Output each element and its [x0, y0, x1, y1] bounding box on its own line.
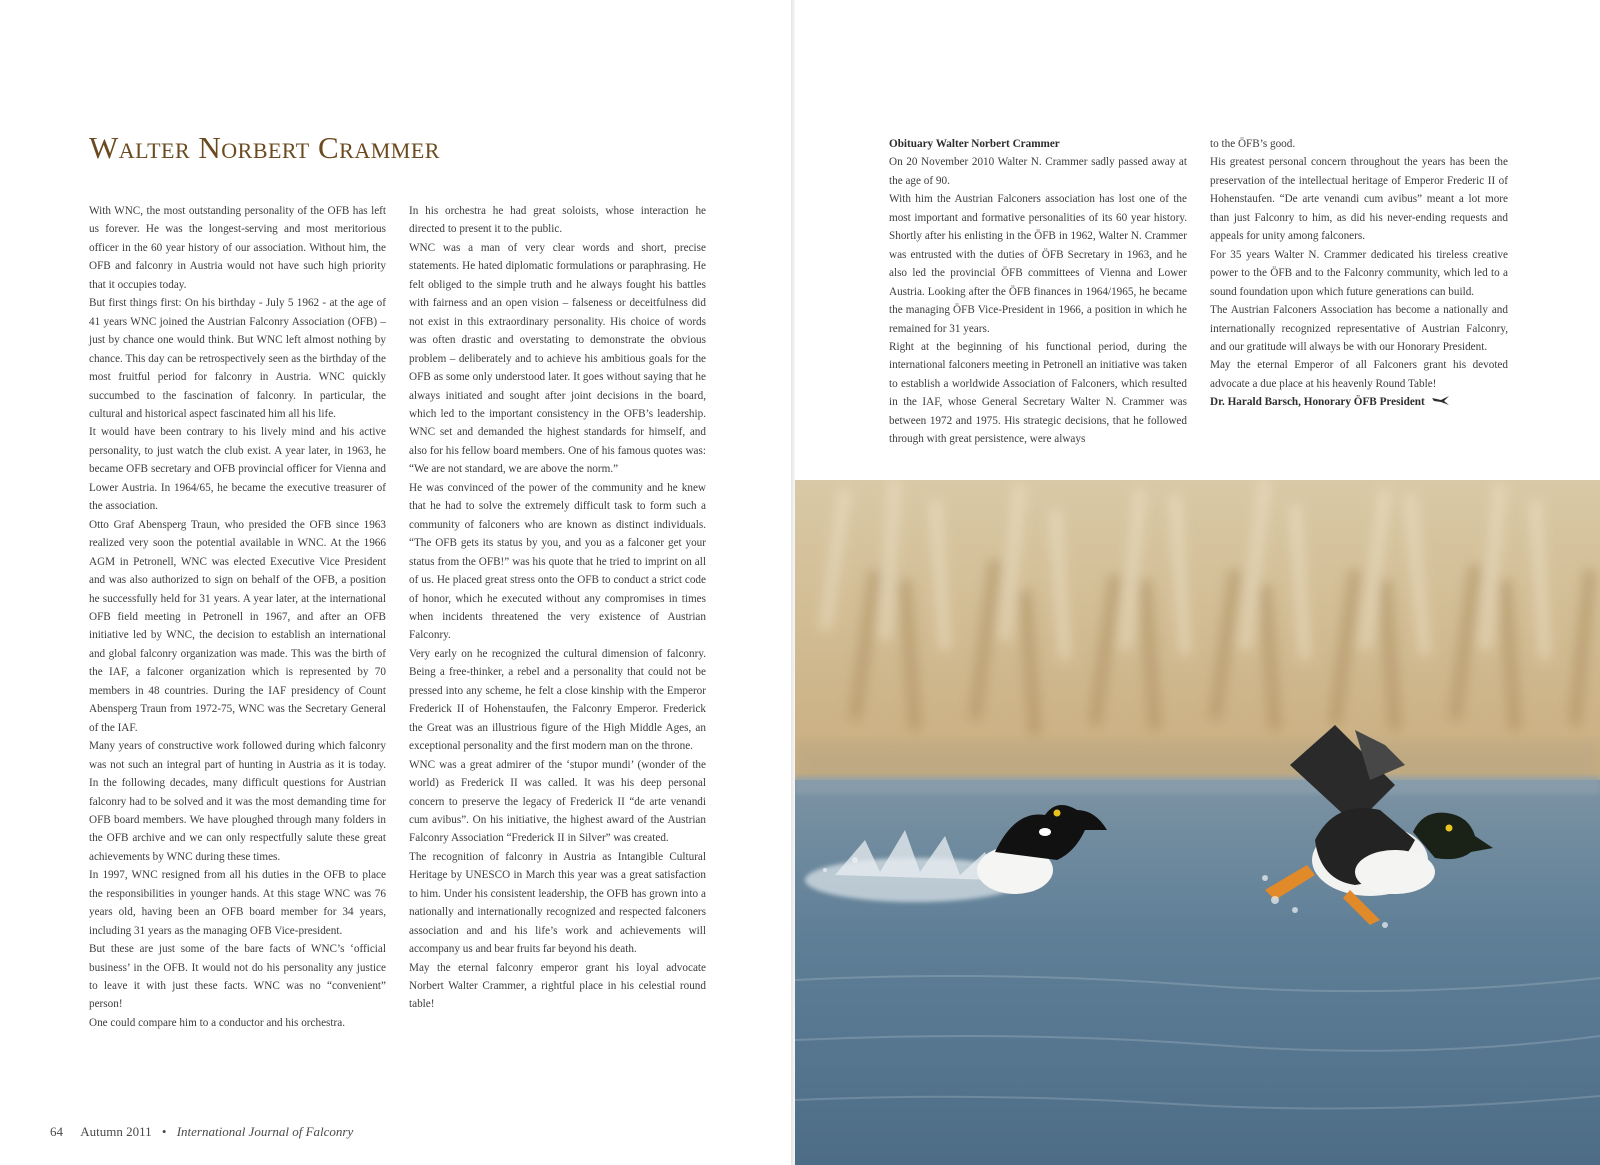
paragraph: With him the Austrian Falconers association has lost one of the most important and formative personalities of its 60 year history. Shortly after his enlisting in the ÖFB in 1962, Walter N. Crammer was entrusted with the duties of ÖFB Secretary in 1963, and he also led the provincial ÖFB committees of Vienna and Lower Austria. Looking after the ÖFB finances in 1964/1965, he became the managing ÖFB Vice-President in 1966, a position in which he remained for 31 years.: [889, 193, 1187, 335]
paragraph: The recognition of falconry in Austria as Intangible Cultural Heritage by UNESCO in March this year was a great satisfaction to him. Under his consistent leadership, the OFB has grown into a nationally and internationally recognized and respected falconers association and and his life’s work and achievements will accompany us and bear fruits far beyond his death.: [409, 850, 706, 956]
paragraph: WNC was a man of very clear words and short, precise statements. He hated diplomatic formulations or paraphrasing. He felt obliged to the simple truth and he always fought his battles with fairness and an open vision – falseness or deceitfulness did not exist in this extraordinary personality. His choice of words was often drastic and overstating to demonstrate the obvious problem – deliberately and to achieve his ambitious goals for the OFB as some only understood later. It goes without saying that he always initiated and sought after joint decisions in the board, which led to the important consistency in the OFB’s leadership. WNC set and demanded the highest standards for himself, and also for his fellow board members. One of his famous quotes was: “We are not standard, we are above the norm.”: [409, 241, 706, 476]
paragraph: His greatest personal concern throughout the years has been the preservation of the intellectual heritage of Emperor Frederic II of Hohenstaufen. “De arte venandi cum avibus” meant a lot more than just Falconry to him, as did his never-ending requests and appeals for unity among falconers.: [1210, 156, 1508, 243]
paragraph: On 20 November 2010 Walter N. Crammer sadly passed away at the age of 90.: [889, 156, 1187, 187]
goldeneye-ducks-photo: [795, 480, 1600, 1165]
paragraph: May the eternal falconry emperor grant his loyal advocate Norbert Walter Crammer, a rightful place in his celestial round table!: [409, 961, 706, 1011]
issue-date: Autumn 2011: [80, 1124, 152, 1139]
page-number: 64: [50, 1124, 63, 1139]
page-footer: [50, 1124, 353, 1140]
paragraph: Very early on he recognized the cultural dimension of falconry. Being a free-thinker, a rebel and a personality that could not be pressed into any scheme, he felt a close kinship with the Emperor Frederick II of Hohenstaufen, the Falconry Emperor. Frederick the Great was an illustrious figure of the High Middle Ages, an exceptional personality and the first modern man on the throne.: [409, 647, 706, 753]
article-column-2: [409, 202, 706, 1014]
signature-line: [1210, 393, 1508, 412]
obituary-column-1: [889, 135, 1187, 449]
paragraph: For 35 years Walter N. Crammer dedicated his tireless creative power to the ÖFB and to the Falconry community, which led to a sound foundation upon which future generations can build.: [1210, 248, 1508, 298]
article-title: Walter Norbert Crammer: [89, 130, 440, 165]
falcon-icon: [1432, 394, 1450, 412]
paragraph: It would have been contrary to his lively mind and his active personality, to just watch the club exist. A year later, in 1963, he became OFB secretary and OFB provincial officer for Vienna and Lower Austria. In 1964/65, he became the executive treasurer of the association.: [89, 426, 386, 513]
paragraph: In 1997, WNC resigned from all his duties in the OFB to place the responsibilities in younger hands. At this stage WNC was 76 years old, having been an OFB board member for 34 years, including 31 years as the managing OFB Vice-president.: [89, 869, 386, 937]
paragraph: But first things first: On his birthday - July 5 1962 - at the age of 41 years WNC joined the Austrian Falconry Association (OFB) – just by chance one would think. But WNC left almost nothing by chance. This day can be retrospectively seen as the birthday of the most fruitful period for falconry in Austria. WNC quickly succumbed to the fascination of falconry. In particular, the cultural and historical aspect fascinated him all his life.: [89, 297, 386, 420]
paragraph: May the eternal Emperor of all Falconers grant his devoted advocate a due place at his heavenly Round Table!: [1210, 359, 1508, 390]
paragraph: He was convinced of the power of the community and he knew that he had to solve the extremely difficult task to form such a community of falconers who are known as distinct individuals. “The OFB gets its status by you, and you as a falconer get your status from the OFB!” was his quote that he tried to imprint on all of us. He placed great stress onto the OFB to conduct a strict code of honor, which he executed without any compromises in times when incidents threatened the very existence of Austrian Falconry.: [409, 481, 706, 642]
article-column-1: [89, 202, 386, 1032]
paragraph: Right at the beginning of his functional period, during the international falconers meeting in Petronell an initiative was taken to establish a worldwide Association of Falconers, which resulted in the IAF, whose General Secretary Walter N. Crammer was between 1972 and 1975. His strategic decisions, that he followed through with great persistence, were always: [889, 340, 1187, 446]
paragraph: Many years of constructive work followed during which falconry was not such an integral part of hunting in Austria as it is today. In the following decades, many difficult questions for Austrian falconry had to be solved and it was the most demanding time for OFB board members. We have ploughed through many folders in the OFB archive and we can only respectfully salute these great achievements by WNC during these times.: [89, 740, 386, 863]
signature-text: Dr. Harald Barsch, Honorary ÖFB President: [1210, 396, 1425, 409]
paragraph: With WNC, the most outstanding personality of the OFB has left us forever. He was the longest-serving and most meritorious officer in the 60 year history of our association. Without him, the OFB and falconry in Austria would not have such high priority that it occupies today.: [89, 205, 386, 291]
journal-name: International Journal of Falconry: [176, 1124, 354, 1139]
paragraph: In his orchestra he had great soloists, whose interaction he directed to present it to the public.: [409, 205, 706, 236]
paragraph: But these are just some of the bare facts of WNC’s ‘official business’ in the OFB. It would not do his personality any justice to leave it with just these facts. WNC was no “convenient” person!: [89, 943, 386, 1011]
paragraph: Otto Graf Abensperg Traun, who presided the OFB since 1963 realized very soon the potential available in WNC. At the 1966 AGM in Petronell, WNC was elected Executive Vice President and was also authorized to sign on behalf of the OFB, a position he successfully held for 31 years. A year later, at the international OFB field meeting in Petronell in 1967, and after an OFB initiative led by WNC, the decision to establish an international and global falconry organization was made. This was the birth of the IAF, a falconer organization which is represented by 70 members in 48 countries. During the IAF presidency of Count Abensperg Traun from 1972-75, WNC was the Secretary General of the IAF.: [89, 518, 386, 734]
paragraph: The Austrian Falconers Association has become a nationally and internationally recognized representative of Austrian Falconry, and our gratitude will always be with our Honorary President.: [1210, 304, 1508, 353]
footer-separator: •: [161, 1124, 167, 1139]
paragraph: to the ÖFB’s good.: [1210, 138, 1296, 150]
paragraph: One could compare him to a conductor and his orchestra.: [89, 1016, 345, 1029]
paragraph: WNC was a great admirer of the ‘stupor mundi’ (wonder of the world) as Frederick II was called. It was his deep personal concern to preserve the legacy of Frederick II “de arte venandi cum avibus”. On his initiative, the highest award of the Austrian Falconry Association “Frederick II in Silver” was created.: [409, 758, 706, 845]
obituary-heading: Obituary Walter Norbert Crammer: [889, 138, 1060, 150]
obituary-column-2: [1210, 135, 1508, 412]
